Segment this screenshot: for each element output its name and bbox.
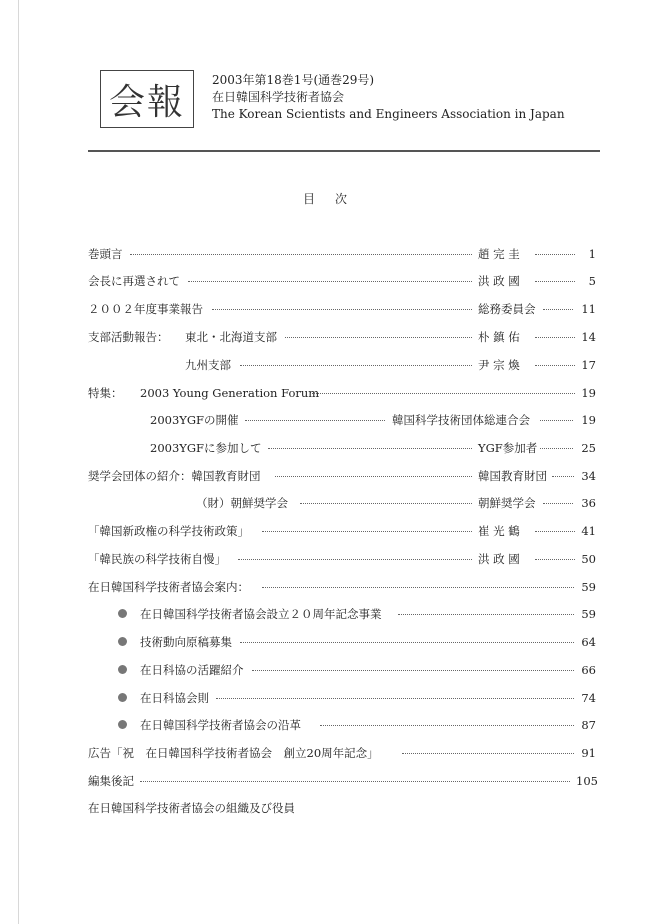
entry-author: 韓国教育財団 bbox=[478, 469, 547, 483]
entry-author: 朝鮮奨学会 bbox=[478, 496, 536, 510]
header-divider bbox=[88, 150, 600, 152]
toc-entry[interactable] bbox=[0, 799, 650, 817]
toc-entry[interactable] bbox=[0, 661, 650, 679]
toc-entry[interactable] bbox=[0, 328, 650, 346]
leader-dots bbox=[240, 642, 574, 643]
toc-entry[interactable] bbox=[0, 411, 650, 429]
toc-entry[interactable] bbox=[0, 356, 650, 374]
leader-dots bbox=[245, 420, 385, 421]
leader-dots bbox=[262, 587, 574, 588]
entry-author: YGF参加者 bbox=[478, 441, 538, 455]
toc-entry[interactable] bbox=[0, 633, 650, 651]
entry-author: 趙 完 圭 bbox=[478, 247, 520, 261]
entry-title: 「韓国新政権の科学技術政策」 bbox=[88, 524, 249, 538]
entry-title: 在日韓国科学技術者協会設立２０周年記念事業 bbox=[140, 607, 382, 621]
leader-dots bbox=[275, 476, 472, 477]
entry-page: 19 bbox=[581, 386, 596, 400]
toc-entry[interactable] bbox=[0, 272, 650, 290]
entry-page: 14 bbox=[581, 330, 596, 344]
entry-author: 洪 政 國 bbox=[478, 552, 520, 566]
toc-entry[interactable] bbox=[0, 772, 650, 790]
toc-entry[interactable] bbox=[0, 467, 650, 485]
leader-dots bbox=[285, 337, 472, 338]
toc-title: 目次 bbox=[302, 192, 367, 206]
bullet-icon bbox=[118, 693, 127, 702]
entry-title: 在日科協会則 bbox=[140, 691, 209, 705]
leader-dots bbox=[240, 365, 472, 366]
entry-title: （財）朝鮮奨学会 bbox=[196, 496, 288, 510]
leader-dots bbox=[252, 670, 574, 671]
leader-dots bbox=[130, 254, 472, 255]
leader-dots bbox=[540, 448, 573, 449]
leader-dots bbox=[398, 614, 574, 615]
entry-page: 19 bbox=[581, 413, 596, 427]
entry-page: 91 bbox=[581, 746, 596, 760]
entry-label: 支部活動報告： bbox=[88, 330, 169, 344]
leader-dots bbox=[188, 281, 472, 282]
leader-dots bbox=[535, 337, 575, 338]
entry-page: 1 bbox=[588, 247, 596, 261]
entry-title: 在日韓国科学技術者協会の沿革 bbox=[140, 718, 301, 732]
entry-page: 59 bbox=[581, 580, 596, 594]
entry-page: 105 bbox=[576, 774, 598, 788]
entry-title: 在日韓国科学技術者協会案内： bbox=[88, 580, 249, 594]
toc-entry[interactable] bbox=[0, 605, 650, 623]
leader-dots bbox=[300, 503, 472, 504]
bulletin-logo: 会報 bbox=[100, 70, 194, 128]
leader-dots bbox=[543, 309, 573, 310]
toc-entry[interactable] bbox=[0, 245, 650, 263]
entry-author: 崔 光 鶴 bbox=[478, 524, 520, 538]
leader-dots bbox=[320, 725, 574, 726]
entry-title: 巻頭言 bbox=[88, 247, 123, 261]
leader-dots bbox=[402, 753, 574, 754]
entry-label: 特集： bbox=[88, 386, 123, 400]
leader-dots bbox=[535, 531, 575, 532]
entry-page: 74 bbox=[581, 691, 596, 705]
entry-title: 技術動向原稿募集 bbox=[140, 635, 232, 649]
entry-page: 87 bbox=[581, 718, 596, 732]
leader-dots bbox=[535, 365, 575, 366]
entry-title: 2003 Young Generation Forum bbox=[140, 386, 320, 400]
entry-page: 66 bbox=[581, 663, 596, 677]
leader-dots bbox=[543, 503, 573, 504]
issue-info: 2003年第18巻1号(通巻29号) bbox=[212, 73, 375, 87]
toc-entry[interactable] bbox=[0, 578, 650, 596]
entry-page: 50 bbox=[581, 552, 596, 566]
entry-title: 在日韓国科学技術者協会の組織及び役員 bbox=[88, 801, 295, 815]
entry-page: 25 bbox=[581, 441, 596, 455]
toc-entry[interactable] bbox=[0, 689, 650, 707]
entry-author: 尹 宗 煥 bbox=[478, 358, 520, 372]
entry-title: 2003YGFに参加して bbox=[150, 441, 262, 455]
entry-title: 在日科協の活躍紹介 bbox=[140, 663, 244, 677]
toc-entry[interactable] bbox=[0, 439, 650, 457]
entry-page: 11 bbox=[581, 302, 596, 316]
org-name-en: The Korean Scientists and Engineers Association in Japan bbox=[212, 107, 565, 121]
leader-dots bbox=[535, 281, 575, 282]
bullet-icon bbox=[118, 637, 127, 646]
entry-author: 朴 鎮 佑 bbox=[478, 330, 520, 344]
leader-dots bbox=[540, 420, 573, 421]
bullet-icon bbox=[118, 720, 127, 729]
entry-title: ２００２年度事業報告 bbox=[88, 302, 203, 316]
entry-page: 41 bbox=[581, 524, 596, 538]
entry-title: 編集後記 bbox=[88, 774, 134, 788]
bullet-icon bbox=[118, 609, 127, 618]
leader-dots bbox=[535, 254, 575, 255]
toc-entry[interactable] bbox=[0, 300, 650, 318]
entry-title: 2003YGFの開催 bbox=[150, 413, 239, 427]
leader-dots bbox=[238, 559, 472, 560]
entry-page: 34 bbox=[581, 469, 596, 483]
toc-entry[interactable] bbox=[0, 384, 650, 402]
toc-entry[interactable] bbox=[0, 550, 650, 568]
leader-dots bbox=[216, 698, 574, 699]
org-name-jp: 在日韓国科学技術者協会 bbox=[212, 90, 345, 104]
entry-page: 36 bbox=[581, 496, 596, 510]
leader-dots bbox=[140, 781, 570, 782]
entry-page: 64 bbox=[581, 635, 596, 649]
entry-author: 洪 政 國 bbox=[478, 274, 520, 288]
leader-dots bbox=[312, 393, 575, 394]
leader-dots bbox=[212, 309, 472, 310]
bullet-icon bbox=[118, 665, 127, 674]
entry-title: 広告「祝 在日韓国科学技術者協会 創立20周年記念」 bbox=[88, 746, 379, 760]
leader-dots bbox=[535, 559, 575, 560]
entry-page: 59 bbox=[581, 607, 596, 621]
toc-entry[interactable] bbox=[0, 744, 650, 762]
toc-entry[interactable] bbox=[0, 522, 650, 540]
toc-entry[interactable] bbox=[0, 494, 650, 512]
entry-title: 東北・北海道支部 bbox=[185, 330, 277, 344]
leader-dots bbox=[268, 448, 472, 449]
entry-title: 奨学会団体の紹介：韓国教育財団 bbox=[88, 469, 261, 483]
entry-page: 17 bbox=[581, 358, 596, 372]
entry-title: 九州支部 bbox=[185, 358, 231, 372]
entry-author: 総務委員会 bbox=[478, 302, 536, 316]
entry-title: 「韓民族の科学技術自慢」 bbox=[88, 552, 226, 566]
toc-entry[interactable] bbox=[0, 716, 650, 734]
entry-author: 韓国科学技術団体総連合会 bbox=[392, 413, 530, 427]
entry-page: 5 bbox=[588, 274, 596, 288]
leader-dots bbox=[262, 531, 472, 532]
entry-title: 会長に再選されて bbox=[88, 274, 180, 288]
